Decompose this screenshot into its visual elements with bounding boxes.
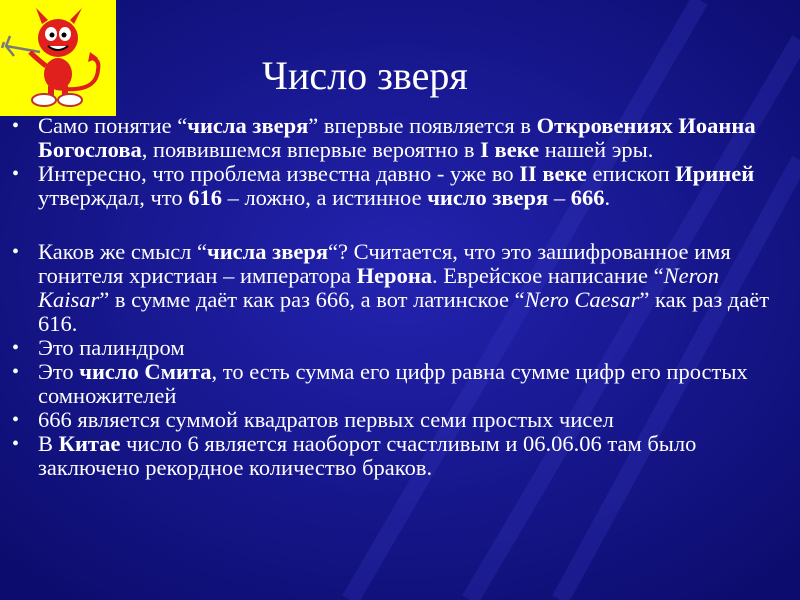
bullet-text: Это палиндром xyxy=(38,335,185,360)
bullet-text: Само понятие “ xyxy=(38,113,188,138)
bullet-item xyxy=(12,336,792,360)
bullet-item xyxy=(12,432,792,480)
bullet-spacer xyxy=(12,210,792,240)
bullet-text-bold: число Смита xyxy=(79,359,212,384)
bullet-item xyxy=(12,408,792,432)
slide-title: Число зверя xyxy=(262,53,468,98)
bullet-marker: • xyxy=(12,163,20,185)
bullet-text: Интересно, что проблема известна давно - уже во xyxy=(38,161,520,186)
bullet-marker: • xyxy=(12,241,20,263)
bullet-text-bold: Китае xyxy=(58,431,121,456)
devil-mascot-icon xyxy=(0,0,116,116)
bullet-text: Каков же смысл “ xyxy=(38,239,208,264)
bullet-text: ” в сумме даёт как раз 666, а вот латинское “ xyxy=(99,287,525,312)
bullet-text: , то есть сумма его цифр равна сумме цифр его простых сомножителей xyxy=(38,359,748,408)
bullet-text: , появившемся впервые вероятно в xyxy=(141,137,481,162)
bullet-text: . xyxy=(604,185,611,210)
bullet-text: число 6 является наоборот счастливым и 06.06.06 там было заключено рекордное количество браков. xyxy=(38,431,697,480)
bullet-item xyxy=(12,360,792,408)
bullet-text-bold: I веке xyxy=(480,137,540,162)
logo-panel xyxy=(0,0,116,116)
bullet-text: “? Считается, что это зашифрованное имя гонителя христиан – императора xyxy=(38,239,731,288)
bullet-text: епископ xyxy=(586,161,676,186)
bullet-text-bold: II веке xyxy=(519,161,587,186)
bullet-marker: • xyxy=(12,409,20,431)
bullet-text: нашей эры. xyxy=(539,137,654,162)
bullet-item xyxy=(12,162,792,210)
bullet-text-bold: Ириней xyxy=(675,161,755,186)
bullet-item xyxy=(12,114,792,162)
bullet-marker: • xyxy=(12,433,20,455)
bullet-text: – xyxy=(548,185,571,210)
bullet-text-bold: 616 xyxy=(188,185,222,210)
bullet-text: . Еврейское написание “ xyxy=(432,263,664,288)
bullet-marker: • xyxy=(12,115,20,137)
bullet-text-bold: Откровениях Иоанна Богослова xyxy=(38,113,756,162)
bullet-marker: • xyxy=(12,361,20,383)
bullet-text: – ложно, а истинное xyxy=(221,185,428,210)
bullet-text-italic: Nero Caesar xyxy=(524,287,640,312)
bullet-text: утверждал, что xyxy=(38,185,189,210)
bullet-text-bold: числа зверя xyxy=(207,239,329,264)
bullet-text-bold: число зверя xyxy=(427,185,549,210)
bullet-text-bold: Нерона xyxy=(356,263,433,288)
bullet-text: В xyxy=(38,431,59,456)
bullet-text: ” как раз даёт 616. xyxy=(38,287,770,336)
bullet-text: ” впервые появляется в xyxy=(308,113,537,138)
bullet-text: Это xyxy=(38,359,80,384)
bullet-list xyxy=(12,114,792,480)
bullet-marker: • xyxy=(12,337,20,359)
bullet-text-bold: числа зверя xyxy=(187,113,309,138)
bullet-text-italic: Neron Kaisar xyxy=(38,263,720,312)
bullet-item xyxy=(12,240,792,336)
bullet-text: 666 является суммой квадратов первых семи простых чисел xyxy=(38,407,614,432)
bullet-text-bold: 666 xyxy=(570,185,605,210)
